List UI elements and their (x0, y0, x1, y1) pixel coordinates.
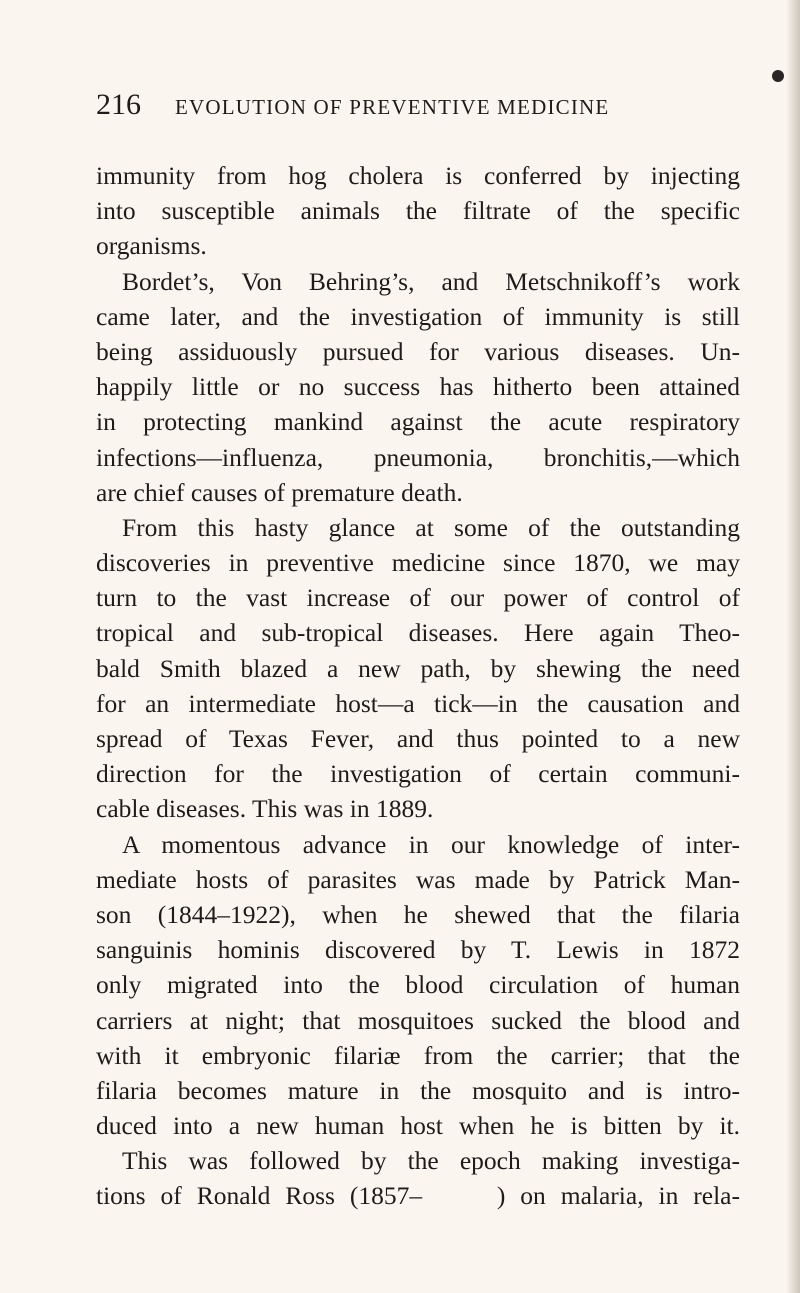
text-line: being assiduously pursued for various diseases. Un- (96, 336, 740, 366)
ink-dot (772, 70, 784, 82)
text-line: A momentous advance in our knowledge of inter- (122, 829, 740, 859)
text-line: into susceptible animals the filtrate of the specific (96, 196, 740, 226)
text-line: for an intermediate host—a tick—in the causation and (96, 688, 740, 718)
text-line: cable diseases. This was in 1889. (96, 794, 434, 824)
text-line: mediate hosts of parasites was made by Patrick Man- (96, 864, 740, 894)
body-text (96, 158, 740, 1214)
page-edge-shadow (786, 0, 800, 1293)
text-line: spread of Texas Fever, and thus pointed to a new (96, 724, 740, 753)
text-line: are chief causes of premature death. (96, 477, 463, 507)
text-line: bald Smith blazed a new path, by shewing the need (96, 653, 740, 683)
running-title: EVOLUTION OF PREVENTIVE MEDICINE (175, 95, 610, 119)
page-number: 216 (96, 88, 141, 121)
text-line: Bordet’s, Von Behring’s, and Metschnikoff’s work (122, 266, 740, 296)
text-line: direction for the investigation of certain communi- (96, 759, 740, 789)
page-header (96, 88, 716, 128)
text-line: carriers at night; that mosquitoes sucked the blood and (96, 1005, 740, 1035)
text-line: From this hasty glance at some of the outstanding (122, 512, 740, 542)
text-line: son (1844–1922), when he shewed that the filaria (96, 899, 740, 929)
text-line: came later, and the investigation of immunity is still (96, 301, 740, 331)
text-line: discoveries in preventive medicine since 1870, we may (96, 548, 740, 578)
text-line: organisms. (96, 231, 207, 261)
text-line: in protecting mankind against the acute respiratory (96, 407, 740, 437)
text-line: This was followed by the epoch making investiga- (122, 1146, 740, 1176)
text-line: filaria becomes mature in the mosquito and is intro- (96, 1075, 740, 1105)
text-line: tions of Ronald Ross (1857– ) on malaria, in rela- (96, 1181, 740, 1211)
text-line: happily little or no success has hitherto been attained (96, 372, 740, 402)
text-line: turn to the vast increase of our power of control of (96, 583, 740, 613)
text-line: only migrated into the blood circulation of human (96, 970, 740, 1000)
text-line: sanguinis hominis discovered by T. Lewis in 1872 (96, 935, 740, 965)
text-line: with it embryonic filariæ from the carrier; that the (96, 1040, 740, 1070)
text-line: duced into a new human host when he is bitten by it. (96, 1111, 740, 1141)
text-line: immunity from hog cholera is conferred by injecting (96, 161, 740, 190)
text-line: tropical and sub-tropical diseases. Here again Theo- (96, 618, 740, 648)
text-line: infections—influenza, pneumonia, bronchitis,—which (96, 442, 740, 472)
